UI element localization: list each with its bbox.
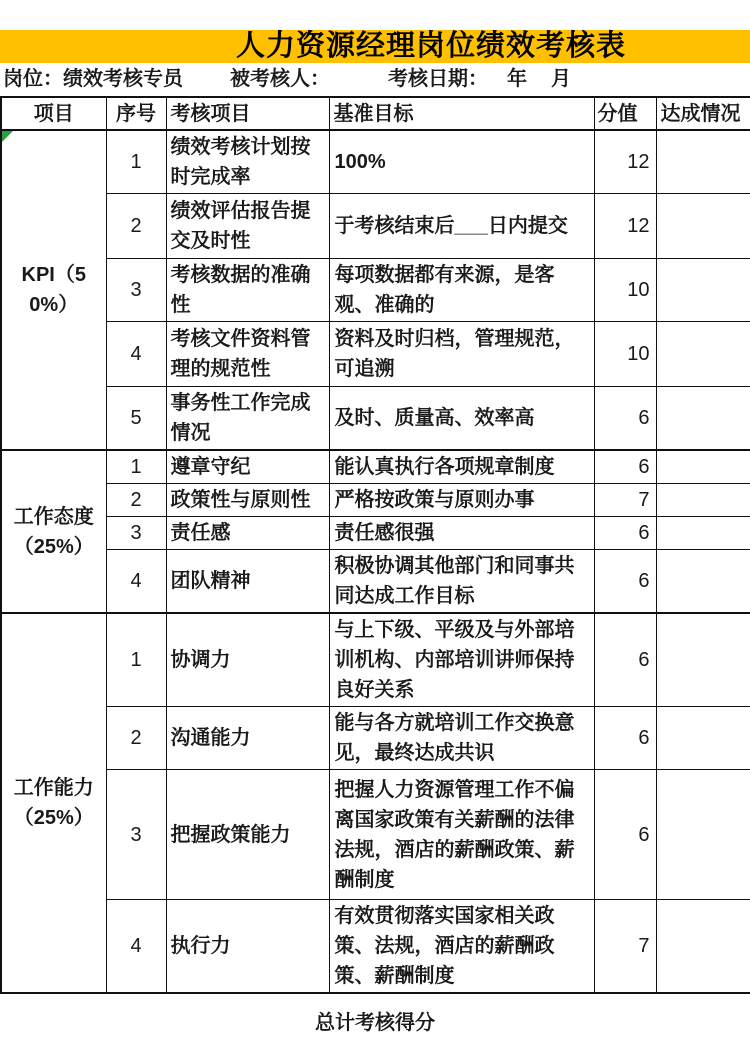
target-criteria: 能认真执行各项规章制度 <box>329 450 594 484</box>
achievement-cell[interactable] <box>656 450 750 484</box>
section-label-kpi <box>1 130 106 450</box>
col-header-number: 序号 <box>106 97 166 130</box>
table-row <box>1 613 750 707</box>
row-number: 4 <box>106 550 166 614</box>
assessment-item: 团队精神 <box>166 550 329 614</box>
row-number: 3 <box>106 517 166 550</box>
achievement-cell[interactable] <box>656 322 750 387</box>
section-label-ability <box>1 613 106 993</box>
achievement-cell[interactable] <box>656 517 750 550</box>
table-row <box>1 550 750 614</box>
target-criteria: 能与各方就培训工作交换意见，最终达成共识 <box>329 707 594 770</box>
target-criteria: 与上下级、平级及与外部培训机构、内部培训讲师保持良好关系 <box>329 613 594 707</box>
target-criteria: 积极协调其他部门和同事共同达成工作目标 <box>329 550 594 614</box>
date-label: 考核日期： <box>388 68 488 90</box>
score-value: 6 <box>594 770 656 900</box>
assessment-item: 协调力 <box>166 613 329 707</box>
achievement-cell[interactable] <box>656 259 750 322</box>
col-header-score: 分值 <box>594 97 656 130</box>
table-row <box>1 322 750 387</box>
achievement-cell[interactable] <box>656 484 750 517</box>
table-row <box>1 450 750 484</box>
achievement-cell[interactable] <box>656 387 750 451</box>
assessment-item: 把握政策能力 <box>166 770 329 900</box>
assessment-item: 责任感 <box>166 517 329 550</box>
achievement-cell[interactable] <box>656 550 750 614</box>
assessment-item: 政策性与原则性 <box>166 484 329 517</box>
score-value: 10 <box>594 322 656 387</box>
assessment-item: 事务性工作完成情况 <box>166 387 329 451</box>
row-number: 2 <box>106 194 166 259</box>
evaluation-table <box>0 96 750 994</box>
target-criteria: 于考核结束后___日内提交 <box>329 194 594 259</box>
section-label-attitude <box>1 450 106 613</box>
month-label: 月 <box>551 68 571 90</box>
target-criteria: 有效贯彻落实国家相关政策、法规，酒店的薪酬政策、薪酬制度 <box>329 900 594 994</box>
score-value: 6 <box>594 517 656 550</box>
col-header-achievement: 达成情况 <box>656 97 750 130</box>
green-corner-marker <box>2 131 13 142</box>
section-name: 工作态度（25%） <box>13 505 94 558</box>
table-row <box>1 484 750 517</box>
score-value: 10 <box>594 259 656 322</box>
achievement-cell[interactable] <box>656 770 750 900</box>
row-number: 5 <box>106 387 166 451</box>
score-value: 6 <box>594 550 656 614</box>
target-criteria: 责任感很强 <box>329 517 594 550</box>
target-criteria: 及时、质量高、效率高 <box>329 387 594 451</box>
row-number: 3 <box>106 770 166 900</box>
target-criteria: 资料及时归档，管理规范，可追溯 <box>329 322 594 387</box>
year-label: 年 <box>507 68 527 90</box>
table-row <box>1 900 750 994</box>
target-criteria: 100% <box>329 130 594 194</box>
section-name: 工作能力（25%） <box>13 777 94 829</box>
form-title: 人力资源经理岗位绩效考核表 <box>0 30 750 63</box>
assessment-item: 绩效评估报告提交及时性 <box>166 194 329 259</box>
table-row <box>1 770 750 900</box>
achievement-cell[interactable] <box>656 613 750 707</box>
score-value: 7 <box>594 900 656 994</box>
target-criteria: 每项数据都有来源，是客观、准确的 <box>329 259 594 322</box>
row-number: 4 <box>106 900 166 994</box>
info-row <box>0 63 750 96</box>
assessment-item: 沟通能力 <box>166 707 329 770</box>
table-row <box>1 707 750 770</box>
score-value: 12 <box>594 130 656 194</box>
assessee-label: 被考核人： <box>230 68 330 90</box>
row-number: 2 <box>106 707 166 770</box>
target-criteria: 严格按政策与原则办事 <box>329 484 594 517</box>
col-header-item: 考核项目 <box>166 97 329 130</box>
score-value: 6 <box>594 450 656 484</box>
assessment-item: 绩效考核计划按时完成率 <box>166 130 329 194</box>
total-score-label: 总计考核得分 <box>315 1012 435 1034</box>
row-number: 4 <box>106 322 166 387</box>
assessment-item: 执行力 <box>166 900 329 994</box>
table-row <box>1 387 750 451</box>
score-value: 6 <box>594 707 656 770</box>
table-row <box>1 517 750 550</box>
col-header-target: 基准目标 <box>329 97 594 130</box>
table-header-row <box>1 97 750 130</box>
achievement-cell[interactable] <box>656 900 750 994</box>
table-row <box>1 259 750 322</box>
score-value: 7 <box>594 484 656 517</box>
row-number: 1 <box>106 450 166 484</box>
achievement-cell[interactable] <box>656 194 750 259</box>
table-row <box>1 130 750 194</box>
col-header-project: 项目 <box>1 97 106 130</box>
row-number: 1 <box>106 613 166 707</box>
score-value: 12 <box>594 194 656 259</box>
achievement-cell[interactable] <box>656 130 750 194</box>
assessment-item: 遵章守纪 <box>166 450 329 484</box>
score-value: 6 <box>594 387 656 451</box>
assessment-item: 考核数据的准确性 <box>166 259 329 322</box>
row-number: 1 <box>106 130 166 194</box>
assessment-item: 考核文件资料管理的规范性 <box>166 322 329 387</box>
row-number: 2 <box>106 484 166 517</box>
achievement-cell[interactable] <box>656 707 750 770</box>
target-criteria: 把握人力资源管理工作不偏离国家政策有关薪酬的法律法规，酒店的薪酬政策、薪酬制度 <box>329 770 594 900</box>
row-number: 3 <box>106 259 166 322</box>
table-row <box>1 194 750 259</box>
position-label: 岗位：绩效考核专员 <box>3 68 183 90</box>
section-name: KPI（50%） <box>21 264 86 316</box>
score-value: 6 <box>594 613 656 707</box>
